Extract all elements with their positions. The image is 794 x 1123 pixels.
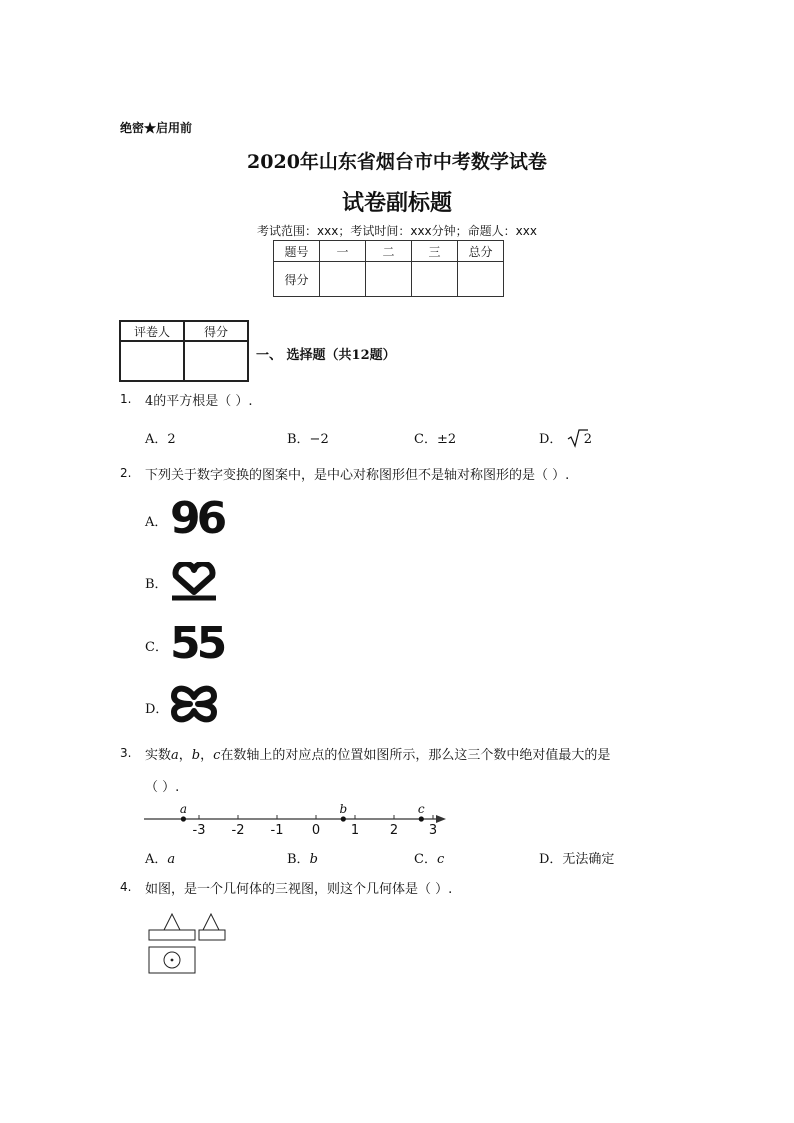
q3-option-b-label: B． (287, 852, 310, 867)
grader-cell (120, 341, 184, 381)
front-view (149, 914, 195, 940)
number-line-tick-label: 3 (428, 823, 438, 838)
number-line-tick-label: 0 (311, 823, 321, 838)
q3-option-a-label: A． (145, 852, 168, 867)
q3-var-a: a (171, 748, 179, 763)
number-line-point-label: a (179, 802, 187, 816)
q3-text (145, 744, 685, 763)
q3-text-post: 在数轴上的对应点的位置如图所示，那么这三个数中绝对值最大的是 (220, 748, 611, 763)
score-cell (412, 262, 458, 297)
q4-number: 4. (120, 880, 132, 894)
q1-option-d-label: D． (539, 432, 563, 447)
number-line-arrow-icon (436, 815, 446, 823)
grader-header-cell: 评卷人 (120, 321, 184, 341)
q2-label-a: A． (145, 515, 168, 530)
q4-three-views-figure (145, 910, 235, 978)
number-line-tick-label: 1 (350, 823, 360, 838)
q2-text: 下列关于数字变换的图案中，是中心对称图形但不是轴对称图形的是（ ）. (145, 468, 570, 483)
q1-option-c: C．±2 (414, 432, 457, 447)
q3-option-d: D．无法确定 (539, 852, 615, 867)
number-line-tick-label: -1 (270, 823, 284, 838)
sqrt-radicand: 2 (583, 432, 592, 447)
q2-label-c: C． (145, 640, 168, 655)
q2-figure-b (170, 562, 218, 602)
score-header-cell: 一 (320, 241, 366, 262)
side-view (199, 914, 225, 940)
score-cell (320, 262, 366, 297)
q4-text: 如图，是一个几何体的三视图，则这个几何体是（ ）. (145, 882, 453, 897)
q2-label-d: D． (145, 702, 169, 717)
q1-number: 1. (120, 392, 132, 406)
q3-option-c-label: C． (414, 852, 437, 867)
q2-figure-a: 96 (170, 493, 224, 544)
grader-header-cell: 得分 (184, 321, 248, 341)
q1-option-d (539, 428, 592, 448)
q3-sep: ， (200, 748, 214, 763)
q3-option-a (145, 848, 175, 867)
score-header-cell: 二 (366, 241, 412, 262)
exam-subtitle: 试卷副标题 (341, 190, 452, 216)
q1-option-b: B．−2 (287, 432, 329, 447)
q2-number: 2. (120, 466, 132, 480)
q3-var-c: c (213, 748, 221, 763)
score-cell (458, 262, 504, 297)
q2-figure-c: 55 (170, 618, 224, 669)
q3-option-a-var: a (167, 852, 176, 867)
q3-var-b: b (191, 748, 201, 763)
number-line-point-label: b (339, 802, 348, 816)
number-line-point-b (341, 816, 346, 821)
score-header-cell: 总分 (458, 241, 504, 262)
q1-text: 4的平方根是（ ）. (145, 394, 253, 409)
q3-option-b-var: b (309, 852, 318, 867)
number-line-tick-label: 2 (389, 823, 399, 838)
q3-option-c-var: c (436, 852, 445, 867)
score-table (273, 240, 504, 297)
q2-label-b: B． (145, 577, 168, 592)
section-title: 一、 选择题（共12题） (256, 348, 396, 363)
grader-table (119, 320, 249, 382)
q3-option-b (287, 848, 318, 867)
q1-option-a: A．2 (145, 432, 176, 447)
score-row-label: 得分 (274, 262, 320, 297)
exam-info: 考试范围：xxx；考试时间：xxx分钟；命题人：xxx (257, 224, 537, 238)
score-header-cell: 三 (412, 241, 458, 262)
q2-figure-d (170, 683, 218, 725)
q3-sep: ， (178, 748, 192, 763)
top-view (149, 947, 195, 973)
grader-cell (184, 341, 248, 381)
exam-title: 2020年山东省烟台市中考数学试卷 (247, 151, 547, 173)
score-cell (366, 262, 412, 297)
number-line-point-label: c (417, 802, 425, 816)
number-line-point-a (181, 816, 186, 821)
number-line-tick-label: -3 (192, 823, 206, 838)
q3-text-line2: （ ）. (145, 780, 180, 795)
q3-text-pre: 实数 (145, 748, 172, 763)
number-line-point-c (419, 816, 424, 821)
q3-number: 3. (120, 746, 132, 760)
number-line-tick-label: -2 (231, 823, 245, 838)
score-header-cell: 题号 (274, 241, 320, 262)
q3-number-line (140, 800, 460, 840)
q3-option-c (414, 848, 444, 867)
secret-label: 绝密★启用前 (120, 121, 193, 135)
